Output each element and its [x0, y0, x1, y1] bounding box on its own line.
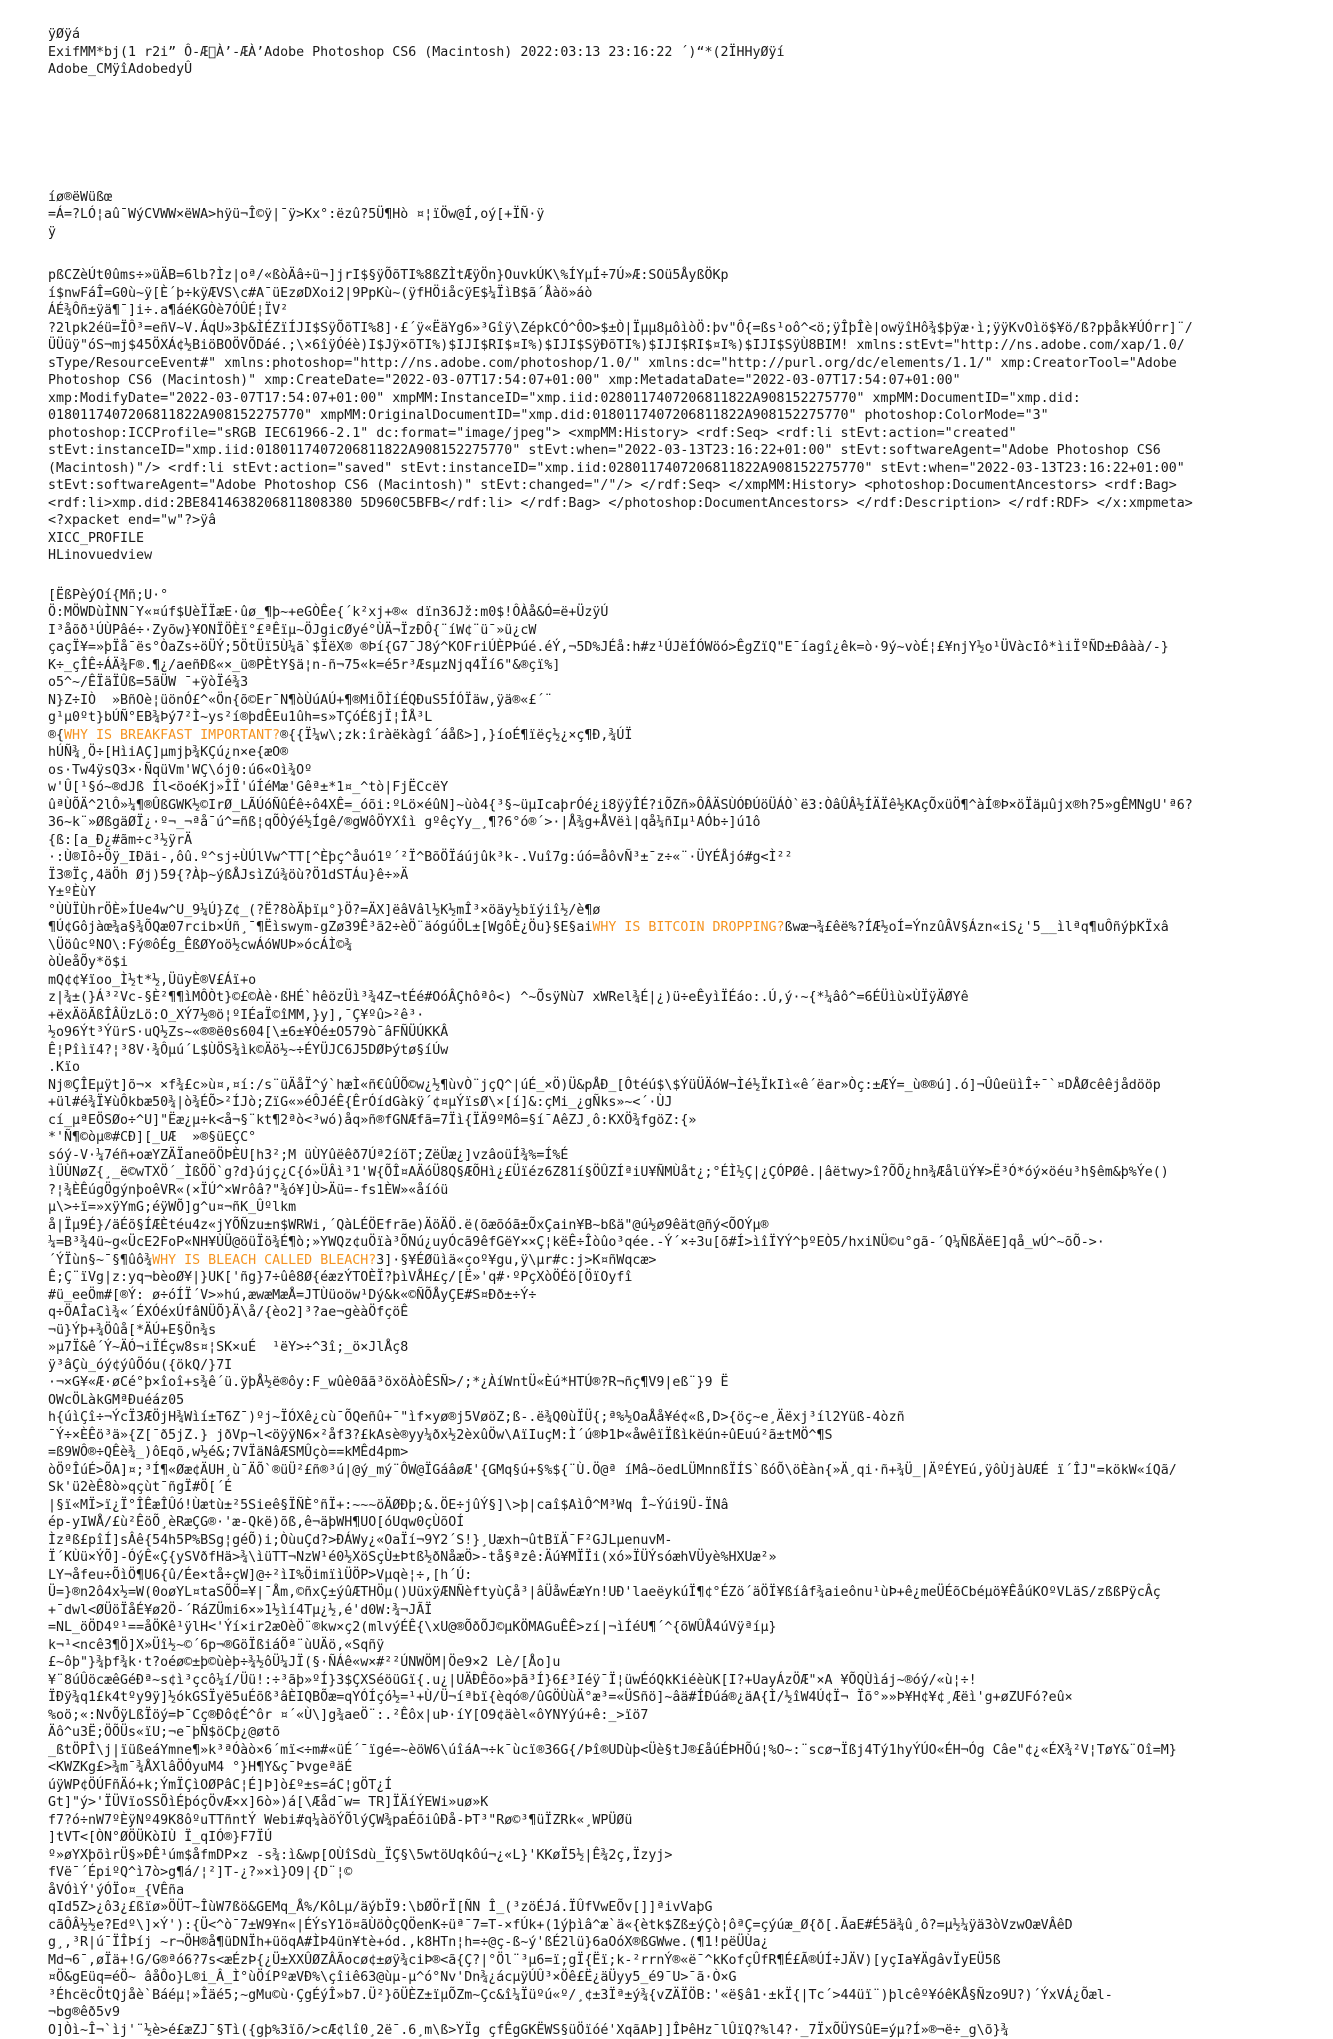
- text-line: ?¦¾ÈÊúgÖgýnþoêVR«(×ÏÚ^×Wrôâ?"¾ó¥]Ù>Äü=-fs1ÈW»«åíóü: [48, 1182, 1288, 1200]
- text-line: Ü=}®n2ô4x½=W(0oøYL¤taSÕÖ=¥|¯Åm,©ñxÇ±ýûÆTHÖµ()UüxÿÆNÑèftyùÇå³|âÜåwÉæYn!UÐ'laeëykúÏ¶¢°ÉZö´äÖÏ¥ßíâf¾aieônu¹ùÞ+ê¿meÜÉõCbéµö¥ÊåúKOºVLäS/zßßPÿcÂç: [48, 1584, 1288, 1602]
- text-line: =Á=?LÓ¦aû¯WýCVWW×ëWA>hÿü¬Î©ÿ|¯ÿ>Kx°:ëzû?5Ü¶Hò ¤¦ïÖw@Í,oý[+ÏÑ·ÿ: [48, 206, 1288, 224]
- text-line: åVÓìÝ'ýÓÏo¤_{VÊña: [48, 1882, 1288, 1900]
- text-line: LY¬åfeu÷ÕìÖ¶U6{û/Ée×tå÷çW]@÷²ìI%ÖimïìÜÖP>Vµqè¦÷,[h´Ú:: [48, 1567, 1288, 1585]
- text-line: qId5Z>¿ô3¿£ßïø»ÖÜT~ÎùW7ßö&GEMq_Å%/KôLµ/äýbÏ9:\bØÖrÏ[ÑN Î_(³zöÉJá.ÏÛfVwEÕv[]]ªivVaþG: [48, 1899, 1288, 1917]
- spacer: [48, 565, 1288, 587]
- text-line: mQ¢¢¥ïoo_Ì½t*½,ÜüyÈ®V£Áï+o: [48, 972, 1288, 990]
- text-line: o5^~/ÊÏäÏÛß=5ãÜW ¯+ÿòÏé¾3: [48, 674, 1288, 692]
- binary-body-block: [48, 587, 1288, 2039]
- text-line: ÿ: [48, 224, 1288, 242]
- text-line: ExifMM*bj(1 r2i” Ô-Æ À’-ÆÀ’Adobe Photoshop CS6 (Macintosh) 2022:03:13 23:16:22 ´)“*(2ÏHHyØÿí: [48, 44, 1288, 62]
- text-line: |§ï«MÏ>ï¿Ï°ÎÊæÎÛó!Ùætù±²5Sieê§ÏÑÈ°ñÏ+:~~~öÄØÐþ;&.ÖE÷jûÝ§]\>þ|caî$AìÔ^M³Wq Î~Ýúi9Ü-ÏNâ: [48, 1497, 1288, 1515]
- text-line: OWcÖLàkGMªÐuéáz05: [48, 1392, 1288, 1410]
- text-line: k¬¹<ncê3¶Ö]X»Üî½~©´6p¬®GöÏßiáÕª¨ùUÄö,«Sqñÿ: [48, 1637, 1288, 1655]
- text-line: {ß:[a_Ð¿#ãm÷c³½ÿrÄ: [48, 832, 1288, 850]
- text-line: os·Tw4ÿsQ3×·ÑqüVm'WÇ\ój0:ú6«Oì¾Oº: [48, 762, 1288, 780]
- text-line: Ê;Ç¨ïVg|z:yq¬bèoØ¥|}UK['ñg}7÷ûê8Ø{éæzÝTOÈÏ?þìVÅH£ç/[Ë»'q#·ºPçXòÖÉö[ÖïOyfî: [48, 1269, 1288, 1287]
- text-line: 0180117407206811822A908152275770" xmpMM:OriginalDocumentID="xmp.did:0180117407206811822A908152275770" photoshop:ColorMode="3": [48, 407, 1288, 425]
- text-line: <KWZKg£>¾m¯¾ÅXlâÖÓyuM4 °}H¶Y&ç¯ÞvgeªäÉ: [48, 1759, 1288, 1777]
- text-line: ¬bg®êð5v9: [48, 2004, 1288, 2022]
- text-line: å|Ïµ9É}/äÉõ§ÍÆÈtéu4z«jYÕÑzu±n$WRWi,´QàLÉÖEfrãe)ÄöÄÖ.ë(õæõóã±ÕxÇain¥B~bßä"@ú½ø9êät@ñý<ÕOÝµ®: [48, 1217, 1288, 1235]
- text-line: ÜÜüÿ"óS¬mj$45ÖXÁ¢½BiöBOÖVÕDáé.;\×6îÿÓéè)I$Jÿ×õTI%)$IJI$RI$¤I%)$IJI$SÿÐõTI%)$IJI$RI$¤I%)$IJI$SÿÙ8BIM! xmlns:stEvt="http://ns.adobe.com/xap/1.0/: [48, 337, 1288, 355]
- text-line: +¯dwl<ØÜöÏåÉ¥ø2Ö-´RáZÜmi6×»1½ìí4Tµ¿½,é'd0W:¾¬JÃÏ: [48, 1602, 1288, 1620]
- text-line: f7?ó÷nW7ºÈÿNº49K8ôºuTTñntÝ Webi#q¼àöÝÕlýÇW¾paÉõiûÐå-ÞT³"Rø©³¶üÏZRk«¸WPÜØü: [48, 1812, 1288, 1830]
- text-line: (Macintosh)"/> <rdf:li stEvt:action="saved" stEvt:instanceID="xmp.iid:0280117407206811822A908152275770" stEvt:when="2022-03-13T23:16:22+01:00": [48, 460, 1288, 478]
- text-segment: ¶Ú¢Gôjàœ¾a§¾ÕQæ07rcib×Úñ¸¯¶Ëìswym-gZø39Ê³ã2÷èÖ¨äógúÖL±[WgôÈ¿Öu}§E§ai: [48, 920, 592, 935]
- text-line: hÚÑ¾¸Ö÷[HìiAÇ]µmjþ¾KÇú¿n×e{æO®: [48, 744, 1288, 762]
- text-line: ³ÉhcëcÖtQjåè`Báéµ¦»Îäé5;~gMu©ù·ÇgÉýÎ»b7.Ü²}õÜÈZ±ïµÕZm~Çc&î¼Ïüºú«º/¸¢±3Ïª±ý¾{vZÄÏÖB:'«ë§â1·±kÏ{|Tc´>44üï¨)þlcêº¥óêKÅ§Ñzo9U?)´ÝxVÁ¿Õæl-: [48, 1987, 1288, 2005]
- text-line: Ê¦Pîìï4?¦³8V·¾Ôµú´L$ÙÖS¾ìk©Äö½~÷ÉYÜJC6J5DØÞýtø§íÚw: [48, 1042, 1288, 1060]
- text-line: µ\>÷ï=»xÿYmG;éÿWÕ]g^u¤¬ñK_Ûºlkm: [48, 1199, 1288, 1217]
- text-line: Ï3®Ïç,4äÖh Øj)59{?Àþ~ýßÅJsìZú¾öù?Ö1dSTÁu}ê÷»Ä: [48, 867, 1288, 885]
- text-line: íø®ëWüßœ: [48, 189, 1288, 207]
- highlighted-question-bitcoin: WHY IS BITCOIN DROPPING?: [592, 920, 784, 935]
- text-line: N}Z÷IÒ »BñOè¦üönÓ£^«Ön{õ©Er¯N¶òÙúAÚ+¶®MiÕÌíÉQÐuS5ÍÓÏäw,ÿä®«£´¨: [48, 692, 1288, 710]
- binary-block: [48, 189, 1288, 242]
- text-line: .Kïo: [48, 1059, 1288, 1077]
- text-line: òÖºÎúÉ>ÕA]¤;³Í¶«Øæ¢ÄUH¸ù¯ÄÕ`®üÜ²£ñ®³ú|@ý_mý¨ÔW@ÏGáâøÆ'{GMq§ú+§%${¨Ù.Ö@ª íMâ~öedLÜMnnßÏÍS`ßóÕ\öÈàn{»Ä¸qi·ñ+¾Ü_|ÄºÉYEú,ÿôÙjàUÆÉ ï´ÎJ"=kökW«íQã/: [48, 1462, 1288, 1480]
- text-line: [48, 919, 1288, 937]
- text-line: h{úìÇî÷¬ÝcÏ3ÆÖjH¾Wìí±T6Z¯)ºj~ÏÓXê¿cù¯ÕQeñû+¯"ìf×yø®j5VøöZ;ß-.ë¾Q0ùÏÜ{;ª%½OaÅå¥é¢«ß,D>{öç~e¸Äëxj³íl2Yüß-4òzñ: [48, 1409, 1288, 1427]
- text-line: q÷ÖAÎaCì¾«´ÉXÓéxÚfâNÜÕ}Ä\å/{èo2]³?ae¬gèàÖfçöÊ: [48, 1304, 1288, 1322]
- text-line: O]Òì~Î¬`ìj'¨½è>é£æZJ¯§Tì({gþ%3ïõ/>cÆ¢lî0¸2ë¯.6¸m\ß>YÏg çfÊgGKËWS§üÖïóé'XqãAÞ]]ÎÞêHz¯lÛïQ?%l4?·_7ÏxÕÜYSûE=ýµ?Í»®¬ë÷_g\õ}¾: [48, 2022, 1288, 2039]
- spacer: [48, 241, 1288, 267]
- text-line: çaçÏ¥=»þÏå¯ës°ÒaZs÷öÜÝ;5ÖtÜï5Ù¼ã`$ÏëX® ®Þí{G7¯J8ý^KOFriÚÈPÞúé.éÝ,¬5D%JÉå:h#z¹ÚJëÍÓWöó>ÊgZïQ"E¯íagî¿êk=ò·9ý~vòÉ¦£¥njY½o¹ÜVàcIô*ìiÏºÑD±Ðâàà/-}: [48, 639, 1288, 657]
- text-line: _ßtÖPÎ\j|ïüßeáYmne¶»k³ªÓàò×6´mï<÷m#«üÉ´¯ïgé=~èöW6\úîáA¬÷k¯ùcï®36G{/Þî®UDùþ<Üè§tJ®£åúÉÞHÕú¦%O~:¨scø¬Ïßj4Tý1hyÝÚO«ÉH¬Óg Câe"¢¿«ÉX¾²V¦TøY&¨Oî=M}: [48, 1742, 1288, 1760]
- text-line: Ï´KÙü×ÝÕ]-ÓýÊ«Ç{ySVðfHä>¾\ìüTT¬NzW¹é0½XöSçÙ±Þtß½ðNåæÖ>-tå§ªzê:Äú¥MÏÏi(xó»ÏÜÝsóæhVÜyè%HXUæ²»: [48, 1549, 1288, 1567]
- highlighted-question-bleach: WHY IS BLEACH CALLED BLEACH?: [152, 1253, 376, 1268]
- text-line: ½o96Ýt³ÝürS·uQ½Zs~«®®ë0s604[\±6±¥Òé±O579ò¯âFÑÜÚKKÂ: [48, 1024, 1288, 1042]
- text-line: £~ôþ"}¾þf¾k·t?oéø©±þ©ùèþ÷¾½ôÜ¼JÏ(§·ÑÁê«w×#²²ÚNWÖM|Öe9×2 Lè/[Åo]u: [48, 1654, 1288, 1672]
- text-line: Ö:MÖWDùÌNN¯Y«¤úf$UèÏÏæE·ûø_¶þ~+eGÒÊe{´k²xj+®« dïn36Jž:m0$!ÔÀå&Ó=ë+ÜzÿÚ: [48, 604, 1288, 622]
- text-line: stEvt:softwareAgent="Adobe Photoshop CS6 (Macintosh)" stEvt:changed="/"/> </rdf:Seq> </xmpMM:History> <photoshop:DocumentAncestors> <rdf:Bag>: [48, 477, 1288, 495]
- text-line: #ü_eeÖm#[®Ý: ø÷óÍÏ´V>»hú,æwæMæÅ=JTÙüoöw¹Dý&k«©ÑÕÅyÇE#S¤Ðð±÷Ý÷: [48, 1287, 1288, 1305]
- text-line: Photoshop CS6 (Macintosh)" xmp:CreateDate="2022-03-07T17:54:07+01:00" xmp:MetadataDate="2022-03-07T17:54:07+01:00": [48, 372, 1288, 390]
- text-line: Gt]"ý>'ÏÜVïoSSÕìÉþóçÖvÆ×x]6ò»)á[\Æåd¯w= TR]ÏÄíÝEWi»uø»K: [48, 1794, 1288, 1812]
- text-line: ¬ü}Ýþ+¾Öûå[*ÄÚ+E§Ön¾s: [48, 1322, 1288, 1340]
- text-line: XICC_PROFILE: [48, 530, 1288, 548]
- text-line: Adobe_CMÿîAdobedyÛ: [48, 61, 1288, 79]
- text-line: »µ7Ï&ê´Ý~ÄÓ¬iÏÉçw8s¤¦SK×uÉ ¹ëY>÷^3î;_ö×JlÅç8: [48, 1339, 1288, 1357]
- text-line: Nj®ÇÎEµÿt]õ¬× ×f¾£c»ù¤,¤í:/s¨üÄåÏ^ý`hæÌ«ñ€ûÛÕ©w¿½¶ùvÒ¨jçQ^|úÉ_×Ö)Ü&pÅÐ_[Ôtéú$\$ÝüÜÄóW¬Ìé½ÏkIì«ê´ëar»Òç:±ÆÝ=_ù®®ú].ó]¬ÛûeüìÎ÷¯`¤DÅØcêêjådööp: [48, 1077, 1288, 1095]
- xmp-metadata-block: [48, 267, 1288, 565]
- text-line: I³åõð¹ÚÙPâé÷·Zyõw}¥ONÏÖÈï°£ªÊïµ~ÖJgicØyé°ÙÄ¬ÏzÐÔ{¨íW¢¨ü¯»ü¿cW: [48, 622, 1288, 640]
- text-line: *'Ñ¶©òµ®#CÐ][_UÆ »®§üEÇC°: [48, 1129, 1288, 1147]
- text-line: Äô^u3Ë;ÖÕÜs«ïU;¬e¯þÑ$öCþ¿@øtõ: [48, 1724, 1288, 1742]
- text-line: ¤Ö&gEüq=éÖ~ âåÔo}L®i_Â_Ì°ùÖíPºæVÐ%\çîiê63@ùµ-µ^ó°Nv'Dn¾¿ácµÿÚÛ³×Öê£Ë¿äÜyy5_é9¯U>¯ã·Ò×G: [48, 1969, 1288, 1987]
- text-line: <?xpacket end="w"?>ÿâ: [48, 512, 1288, 530]
- text-segment: 3]·§¥ÉØüìä«çoº¥gu,ÿ\µr#c:j>K¤ñWqcæ>: [376, 1253, 656, 1268]
- text-line: K÷_çÎÊ÷ÁÄ¾F®.¶¿/aeñÐß«×_ü®PÈtY§ä¦n-ñ¬75«k=é5r³ÆsµzNjq4Ïí6"&®çï%]: [48, 657, 1288, 675]
- text-line: cí_µªEÖSØo÷^U]"Ëæ¿µ÷k<å¬§¨kt¶2ªò<³wó)åq»ñ®fGNÆfã=7Ïì{ÏÄ9ºMô=§í¯AêZJ¸ô:KXÖ¾fgöZ:{»: [48, 1112, 1288, 1130]
- text-line: fVë¯´ÉpiºQ^ì7ò>g¶á/¦²]T-¿?»×ì}O9|{D¨¦©: [48, 1864, 1288, 1882]
- text-line: g¸,³R|ú¯ÏÎÞíj ~r¬ÖH®å¶üDNÏh+üöqA#ÌÞ4ün¥tè+ód.,k8HTn¦h=÷@ç-ß~ý'ßÉ2lü}6aOóX®ßGWwe.(¶1!pëÜÙa¿: [48, 1934, 1288, 1952]
- spacer: [48, 79, 1288, 189]
- text-line: ÿ³âÇù_óý¢ýûÕóu({ökQ/}7I: [48, 1357, 1288, 1375]
- text-line: ép-yIWÅ/£ù²ÊöÕ¸èRæÇG®·'æ-Qkë)õß,ê¬äþWH¶UO[óUqw0çÙõOÍ: [48, 1514, 1288, 1532]
- text-line: [ËßPèýOí{Mñ;U·°: [48, 587, 1288, 605]
- text-line: ¥¨8úÛöcæêGéÐª~s¢ì³çcô¼í/Üü!:÷³ãþ»ºÍ}3$ÇXSéöüGï{.u¿|UÄÐÊõo»þã³Í}6£³Iéÿ¯Ï¦üwÉóQkKiéèùK[I?+UayÁzÖÆ"×A ¥ÕQÙìáj~®óý/«ù¦÷!: [48, 1672, 1288, 1690]
- text-line: ¼=B³¾4ü~g«ÜcE2FoP«NH¥ÙÜ@öüÏö¾É¶ò;»YWQz¢uÖïà³ÕNú¿uyÓcã9êfGëY××Ç¦këÊ÷Îòûo³qée.-Ý´×÷3u[õ#Í>ìîÏYÝ^þºEÒ5/hxiNÜ©u°gã-´Q¼ÑßÄëE]qå_wÚ^~õÕ->·: [48, 1234, 1288, 1252]
- text-line: Sk'ü2èÊ8ò»qçùt¯ñgÏ#Ö[´É: [48, 1479, 1288, 1497]
- text-line: Md¬6¯,øÏä+!G/G®ªó6?7s<æÉzÞ{¿Ü±XXÛØZÂÃocø¢±øÿ¾ciÞ®<ã{Ç?|°Öl¨³µ6=ï;gÏ{Ëï;k-²rrnÝ®«ë¯^kKofçÛfR¶É£Ã®ÚÍ÷JÄV)[yçIa¥ÄgâvÏyEÜ5ß: [48, 1952, 1288, 1970]
- text-line: ÁÉ¾Ôñ±ÿä¶¯]i÷.a¶áéKGÒè7ÓÛÉ¦ÏV²: [48, 302, 1288, 320]
- text-line: ìÜÙNøZ{¸_ë©wTXÖ´_ÌßÕÖ`g?d}újç¿C{ó»ÜÂì³1'W{ÕÎ¤AÄóÜ8Q§ÆÕHì¿£Üïéz6Z81í§ÖÛZÍªiU¥ÑMÙåt¿;°ÉÌ½Ç|¿ÇÓPØê.|âëtwy>î?ÕÕ¿hn¾ÆålüÝ¥>Ë³Ó*óý×öéu³h§êm&þ%Ýe(): [48, 1164, 1288, 1182]
- text-line: cãÔÂ½½e?Edº\]×Ý'):{Ü<^ò¯7±W9¥n«|ÉÝsY1ö¤ãÙöÒçQÖenK÷üª¯7=T-×fÚk+(1ýþìâ^æ`ä«{ètk$Zß±ýÇò¦ôªÇ=çýúæ_Ø{ð[.ÃaE#É5ä¾û¸ô?=µ½¼ÿä3òVzwOæVÂêD: [48, 1917, 1288, 1935]
- text-line: stEvt:instanceID="xmp.iid:0180117407206811822A908152275770" stEvt:when="2022-03-13T23:16:22+01:00" stEvt:softwareAgent="Adobe Photoshop CS6: [48, 442, 1288, 460]
- exif-header-block: [48, 26, 1288, 79]
- text-line: +ül#é¾Ï¥ùÔkbæ50¾|ò¾ÉÕ>²ÍJò;ZïG«»éÔJéÊ{ÊrÓídGàkÿ´¢¤µÝïsØ\×[í]&:çMi_¿gÑks»~<´·ÙJ: [48, 1094, 1288, 1112]
- text-line: =NL_öÖD4º¹==åÖKê¹ÿlH<'Ýí×ir2æOèÖ¨®kw×ç2(mlvýÉÊ{\xU@®ÕðÕJ©µKÖMAGuÊÊ>zí|¬ìÍéU¶´^{õWÛÅ4úVÿªíµ}: [48, 1619, 1288, 1637]
- text-line: ·¬×G¥«Æ·øCé°þ×îoî+s¾ê´ü.ÿþÅ½ë®ôy:F_wûè0ãã³öxöÀòÊSÑ>/;*¿ÀíWntÜ«Èú*HTÚ®?R¬ñç¶V9|eß¨}9 Ë: [48, 1374, 1288, 1392]
- text-line: xmp:ModifyDate="2022-03-07T17:54:07+01:00" xmpMM:InstanceID="xmp.iid:0280117407206811822A908152275770" xmpMM:DocumentID="xmp.did:: [48, 390, 1288, 408]
- text-segment: ´ÝÏùn§~¯§¶ûô¾: [48, 1253, 152, 1268]
- text-line: [48, 727, 1288, 745]
- text-line: %oö;«:NvÕÿLßÏöý=Þ¯Cç®Ðô¢É^ôr ¤´«Ù\]g¾aeÖ¨:.²Êôx|uÞ·íY[O9¢äèl«ôYNYýú+ê:_>ïö7: [48, 1707, 1288, 1725]
- text-line: <rdf:li>xmp.did:2BE8414638206811808380 5D960C5BFB</rdf:li> </rdf:Bag> </photoshop:DocumentAncestors> </rdf:Description> </rdf:RDF> </x:xmpmeta>: [48, 495, 1288, 513]
- text-line: Ìzªß£pîÍ]sÂê{54h5P%BSg¦géÕ)i;ÒùuÇd?>ÐÁWy¿«OaÏí¬9Y2´S!}¸Uæxh¬ûtBïÄ¯F²GJLµenuvM-: [48, 1532, 1288, 1550]
- text-line: w'Û[¹§ó~®dJß Íl<öoéKj»ÎÏ'úÍéMæ'Gêª±*1¤_^tò|FjËCcëY: [48, 779, 1288, 797]
- text-line: òÙeåÕy*ö$i: [48, 954, 1288, 972]
- text-line: z|¾±(}Á³²Vc-§È²¶¶ìMÔÒt}©£©Àè·ßHÉ`hêözÜì³¾4Z¬tÉé#OóÂÇhôªô<) ^~ÕsÿNù7 xWRel¾É|¿)ü÷eÊyìÏÉáo:.Ú,ý·~{*¼âô^=6ÉÜìù×ÙÏÿÄØYê: [48, 989, 1288, 1007]
- text-line: ûªÙÕÄ^2lÔ»¼¶®ÛßGWK½©IrØ_LÃÚóÑûÉê÷ô4XÊ=_óõi:ºLö×éûN]~ùò4{³§~üµIcaþrÓé¿i8ÿÿÎÉ?iÕZñ»ÔÂÄSÙÓÐÚöÜÁÒ`ë3:ÒâÛÂ½ÍÄÏê½KAçÕxüÖ¶^àÍ®Þ×öÏäµûjx®h?5»gÊMNgU'ª6?: [48, 797, 1288, 815]
- raw-file-text-view: [48, 26, 1288, 1976]
- text-line: Y±ºÈùY: [48, 884, 1288, 902]
- text-line: [48, 1252, 1288, 1270]
- text-line: +ëxÄöÃßÎÂÜzLö:O_XÝ7½®ö¦ºIÉaÏ©îMM,}y],¯Ç¥ºû>²ê³·: [48, 1007, 1288, 1025]
- text-line: sType/ResourceEvent#" xmlns:photoshop="http://ns.adobe.com/photoshop/1.0/" xmlns:dc="http://purl.org/dc/elements/1.1/" xmp:CreatorTool="Adobe: [48, 355, 1288, 373]
- text-segment: ßwæ¬¾£êë%?ÍÆ½oÍ=ÝnzûÂV§Ázn«iS¿'5__ìlªq¶uÔñýþKÏxâ: [785, 920, 1169, 935]
- text-line: HLinovuedview: [48, 547, 1288, 565]
- text-line: pßCZèÚt0ûms÷»üÄB=6lb?Ìz|oª/«ßòÄâ÷ü¬]jrI$§ÿÕõTI%8ßZÌtÆÿÖn}OuvkÚK\%ÍYµÍ÷7Ú»Æ:SOü5ÅyßÖKp: [48, 267, 1288, 285]
- text-line: ?2lpk2éü=ÏÔ³=eñV~V.ÁqU»3þ&ÌÉZïÍJI$SÿÕõTI%8]·£´ÿ«ËäYg6»³Gîÿ\ZépkCÓ^ÔO>$±Ò|Ïµµ8µôìòÖ:þv"Ô{=ßs¹oô^<ö;ÿÎþÎè|owÿîHô¾$þÿæ·ì;ÿÿKvOìö$¥ö/ß?pþåk¥ÚÓrr]¨/: [48, 320, 1288, 338]
- text-line: ]tVT<[ÒN°ØÖÜKòIÙ Ï_qIÓ®}F7ÏÚ: [48, 1829, 1288, 1847]
- text-line: ÿØÿá: [48, 26, 1288, 44]
- text-line: =ß9WÔ®÷QÊè¾_)ôEqõ,w½é&;7VÏäNâÆSMÛçò==kMÊd4pm>: [48, 1444, 1288, 1462]
- text-segment: ®{{Ï¼w\;zk:îràëkàgî´áåß>],}íoÉ¶ïëç½¿×ç¶Ð,¾ÚÏ: [280, 728, 632, 743]
- highlighted-question-breakfast: WHY IS BREAKFAST IMPORTANT?: [64, 728, 280, 743]
- text-line: °ÙÙÏÙhrÖÈ»ÍUe4w^U_9¼Ú}Z¢_(?Ë?8òÄþïµ°}Ö?=ÄX]ëâVâl½K½mÎ³×öäy½bïýiî½/è¶ø: [48, 902, 1288, 920]
- text-line: ·:Ù®Iô÷Öÿ_IÐäi-,ôû.º^sj÷ÙÚlVw^TT[^Èþç^åuó1º´²Ï^BõÖÏáújûk³k-.Vuî7g:úó=åôvÑ³±¯z÷«¨·ÜYÉÅjó#g<Ì²²: [48, 849, 1288, 867]
- text-line: 36~k¨»ØßgäØÏ¿·º¬_¬ªå¯ú^=ñß¦qÕÒýé½Ígê/®gWôÖYXîì gºêçYy_¸¶?6°ó®´>·|Å¾g+ÅVëì|qå¼ñIµ¹AÓb÷]ú1ô: [48, 814, 1288, 832]
- text-segment: ®{: [48, 728, 64, 743]
- text-line: \ÜöûcºNO\:Fý®ôÉg_ÊßØYoö½cwÁóWUÞ»ócÁÌ©¾: [48, 937, 1288, 955]
- text-line: photoshop:ICCProfile="sRGB IEC61966-2.1" dc:format="image/jpeg"> <xmpMM:History> <rdf:Seq> <rdf:li stEvt:action="created": [48, 425, 1288, 443]
- text-line: g¹µ0ºt}bÚÑ°EB¾Þý7²Ì~ys²í®þdÊEu1ûh=s»TÇóÉßjÏ¦ÎÅ³L: [48, 709, 1288, 727]
- text-line: ¯Ý÷×ÈÊö³ä»{Z[¯ð5jZ.} jðVp¬l<öÿÿN6×²åf3?£kAsè®yy¼ðx½2èxûÖw\AïIuçM:Ì´ú®Þ1Þ«åwêïÏßìkëún÷ûEuú²ã±tMÖ^¶S: [48, 1427, 1288, 1445]
- text-line: úÿWP¢ÖÚFñÄó+k;ÝmÏÇìOØPâC¦É]Þ]ò£º±s=áC¦gÖT¿Í: [48, 1777, 1288, 1795]
- text-line: ÏÐÿ¾q1£k4tºy9ÿ]½ókGSÏyë5uÉõß³âÈIQBÕæ=qYÓÍçó½=¹+Ù/Ü¬íªbï{èqó®/ûGÖÙùÄ°æ³=«ÜSñö]~âä#ÍÐúá®¿äA{Ì/½îW4Ú¢Ï¬ Ïõ°»»Þ¥H¢¥¢¸Æëì'g+øZUFó?eû×: [48, 1689, 1288, 1707]
- text-line: º»øYXþõìrÜ§»ÐÊ¹úm$åfmDP×z -s¾:ì&wp[OÙîSdù_ÏÇ§\5wtöUqkôú¬¿«L}'KKøÏ5½|Ê¾2ç,Ïzyj>: [48, 1847, 1288, 1865]
- text-line: í$nwFáÎ=G0ù~ÿ[È´þ÷kÿÆVS\c#A¯üEzøDXoi2|9PpKù~(ÿfHÖiåcÿE$¼ÏìB$ã´Åàö»áò: [48, 285, 1288, 303]
- text-line: sóý-V·¼7éñ+oæYZÄÏaneõÖÞÈU[h3²;M üÙYûëêð7Úª2íöT;ZëÜæ¿]vzâoüÍ¾%=Í%É: [48, 1147, 1288, 1165]
